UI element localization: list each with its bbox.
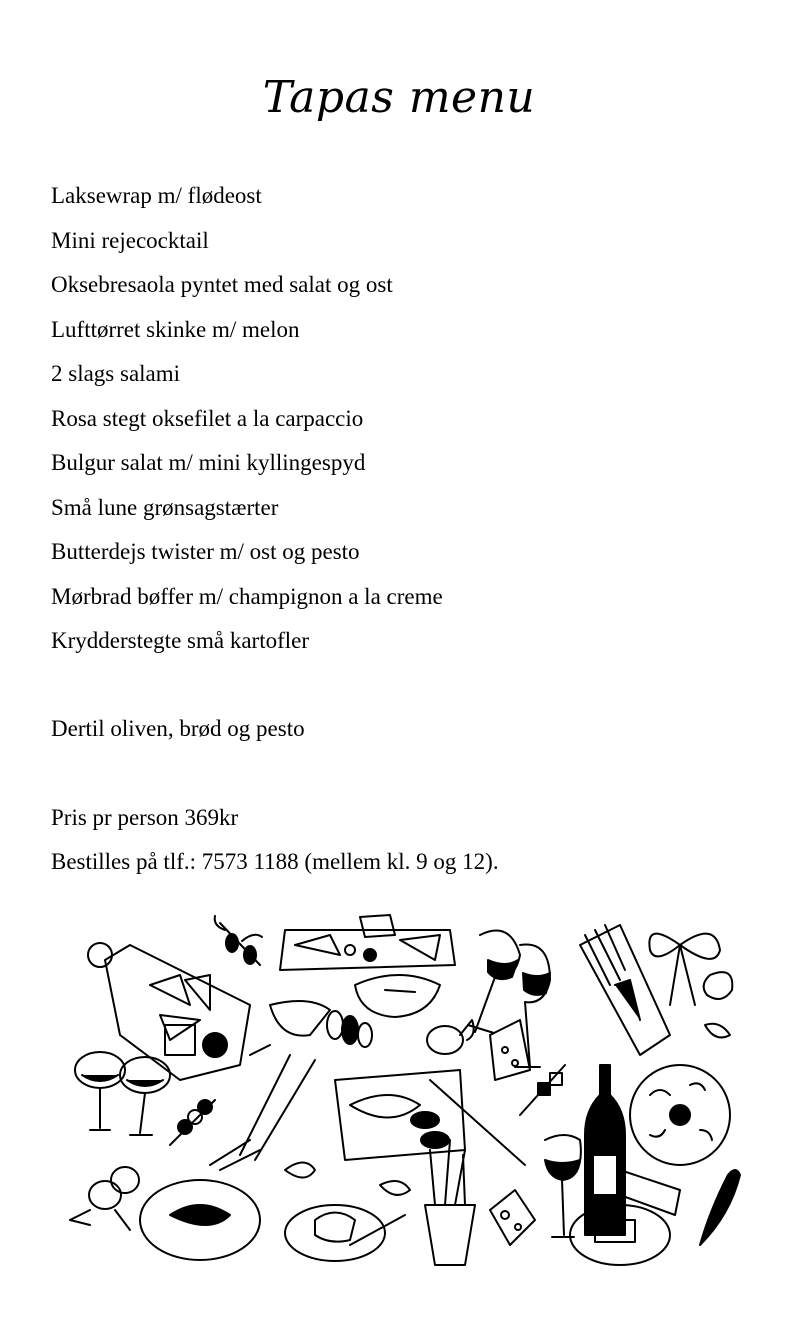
- food-illustration: [60, 905, 750, 1280]
- bread-icon: [270, 1001, 330, 1036]
- lemon-icon: [427, 1020, 474, 1054]
- oyster-icon: [704, 972, 733, 999]
- camembert-plate-icon: [285, 1205, 405, 1261]
- menu-item: Butterdejs twister m/ ost og pesto: [51, 539, 360, 564]
- cocktail-glasses-icon: [75, 1052, 170, 1135]
- oyster-icon: [380, 1181, 410, 1195]
- olive-branch-icon: [215, 916, 262, 965]
- cheese-wedge-icon: [490, 1020, 530, 1080]
- menu-list: [51, 174, 443, 664]
- cheese-block-icon: [490, 1190, 535, 1245]
- page-title: Tapas menu: [262, 72, 536, 123]
- platter-icon: [280, 915, 455, 970]
- oyster-icon: [705, 1024, 730, 1038]
- sausage-slices-icon: [327, 1011, 372, 1047]
- menu-item: Mørbrad bøffer m/ champignon a la creme: [51, 583, 443, 609]
- extras-text: Dertil oliven, brød og pesto: [51, 716, 305, 741]
- price-text: Pris pr person 369kr: [51, 805, 239, 830]
- order-info-text: Bestilles på tlf.: 7573 1188 (mellem kl. 9 og 12).: [51, 849, 499, 874]
- menu-item: 2 slags salami: [51, 361, 181, 386]
- lemons-icon: [70, 1167, 139, 1230]
- gravy-boat-icon: [355, 975, 440, 1017]
- breadsticks-icon: [425, 1140, 475, 1265]
- oyster-platter-icon: [630, 1065, 730, 1165]
- menu-item: Lufttørret skinke m/ melon: [51, 316, 300, 342]
- cutlery-icon: [240, 1045, 315, 1160]
- wine-glasses-icon: [468, 931, 550, 1068]
- oyster-icon: [285, 1163, 315, 1178]
- cheese-board-icon: [88, 943, 250, 1080]
- chili-icon: [700, 1170, 740, 1245]
- food-plate-icon: [140, 1140, 260, 1260]
- skewer-icon: [520, 1065, 565, 1115]
- menu-item: Mini rejecocktail: [51, 227, 209, 253]
- bow-icon: [649, 934, 720, 1005]
- skewer-icon: [170, 1100, 215, 1145]
- menu-item: Krydderstegte små kartofler: [51, 628, 310, 653]
- menu-item: Små lune grønsagstærter: [51, 494, 279, 520]
- menu-item: Oksebresaola pyntet med salat og ost: [51, 272, 393, 297]
- napkin-cutlery-icon: [580, 925, 670, 1055]
- menu-item: Bulgur salat m/ mini kyllingespyd: [51, 450, 366, 475]
- menu-item: Rosa stegt oksefilet a la carpaccio: [51, 405, 364, 431]
- menu-item: Laksewrap m/ flødeost: [51, 183, 262, 208]
